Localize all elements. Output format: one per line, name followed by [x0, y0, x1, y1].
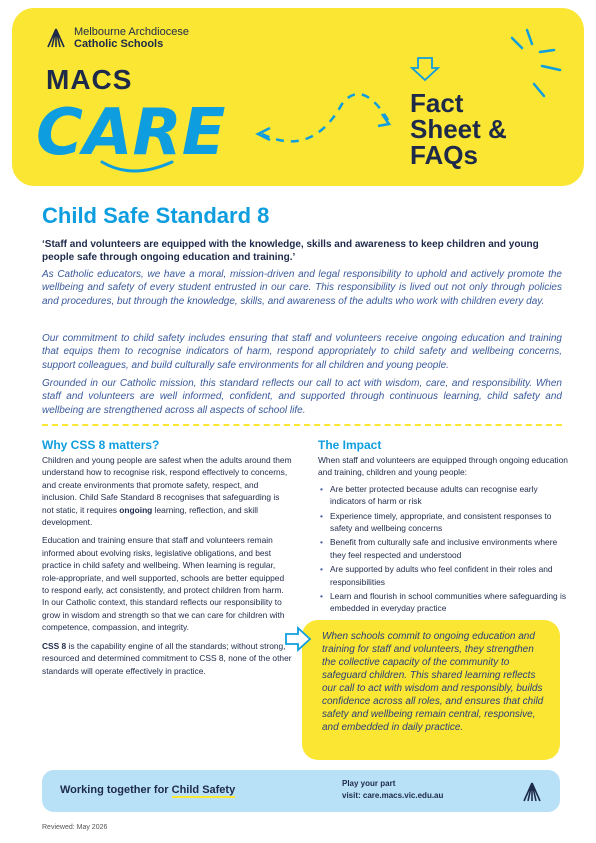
archdiocese-logo-icon [522, 782, 542, 802]
impact-list [318, 483, 568, 615]
care-text: CARE [36, 96, 226, 170]
why-paragraph-3: In our Catholic context, this standard reflects our responsibility to grow in wisdom and strength so that we can care for children with competence, compassion, and integrity. [42, 597, 285, 633]
page-title: Child Safe Standard 8 [42, 203, 270, 228]
footer-tagline-start: Working together for [60, 784, 172, 796]
play-your-part-label: Play your part [342, 779, 396, 788]
arrow-down-icon [412, 58, 438, 80]
why-paragraph-2: Education and training ensure that staff and volunteers remain informed about evolving risks, legislative obligations, and best practice in child safety and wellbeing. When learning is regular, role-appropriate, and well supported, schools are better equipped to respond early, act consistently, and protect children from harm. [42, 535, 285, 596]
why-p1-bold: ongoing [119, 504, 153, 515]
header-banner [12, 8, 584, 186]
why-section [42, 438, 292, 677]
intro-paragraph-3: Grounded in our Catholic mission, this standard reflects our call to act with wisdom, care, and responsibility. When staff and volunteers are well informed, confident, and supported through continuous learning, child safety and wellbeing are strengthened across all aspects of school life. [42, 378, 562, 416]
title-line-3: FAQs [410, 140, 478, 170]
list-item: • Are supported by adults who feel confident in their roles and responsibilities [318, 563, 568, 588]
impact-section [318, 438, 568, 617]
why-p4-bold: CSS 8 [42, 640, 67, 651]
why-p4-text: is the capability engine of all the standards; without strong, resourced and determined commitment to CSS 8, none of the other standards will operate effectively in practice. [42, 640, 292, 676]
sparkle-lines-icon [512, 30, 560, 96]
website-link[interactable]: visit: care.macs.vic.edu.au [342, 791, 444, 800]
arrow-right-icon [378, 114, 389, 126]
why-paragraph-1 [42, 454, 292, 528]
fact-sheet-title [410, 90, 507, 168]
org-name-line2: Catholic Schools [74, 38, 164, 50]
footer-tagline [60, 784, 235, 796]
org-name-line1: Melbourne Archdiocese [74, 26, 189, 38]
reviewed-date: Reviewed: May 2026 [42, 824, 108, 831]
title-line-1: Fact [410, 88, 464, 118]
intro-paragraph-2: Our commitment to child safety includes ensuring that staff and volunteers receive ongoing education and training that equips them to recognise indicators of harm, respond appropriately to child safety and wellbeing concerns, support colleagues, and build culturally safe environments for all children and young people. [42, 333, 562, 371]
section-divider [42, 424, 562, 426]
list-item: • Learn and flourish in school communities where safeguarding is embedded in everyday practice [318, 590, 568, 615]
footer-visit [342, 778, 443, 802]
dashed-curve [262, 94, 388, 141]
callout-box [302, 620, 560, 760]
callout-arrow-icon [284, 626, 312, 652]
intro-paragraph-1: As Catholic educators, we have a moral, mission-driven and legal responsibility to uphold and actively promote the wellbeing and safety of every student entrusted in our care. This responsibility is lived out not only through policies and procedures, but through the knowledge, skills, and awareness of the adults who work with children every day. [42, 269, 562, 307]
why-p1-text: Children and young people are safest when the adults around them understand how to recognise risk, respond effectively to concerns, and create environments that promote safety, respect, and inclusion. Child Safe Standard 8 recognises that safeguarding is not static, it requires [42, 455, 292, 515]
list-item: • Benefit from culturally safe and inclusive environments where they feel respected and understood [318, 536, 568, 561]
why-p1-text-end: learning, reflection, and skill development. [42, 504, 258, 528]
why-paragraph-4 [42, 640, 292, 677]
impact-heading: The Impact [318, 438, 382, 452]
callout-text: When schools commit to ongoing education and training for staff and volunteers, they strengthen the collective capacity of the community to safeguard children. This shared learning reflects our call to act with wisdom and responsibly, builds confidence across all roles, and ensures that child safety and wellbeing remain central, responsive, and embedded in daily practice. [322, 631, 544, 733]
footer-tagline-highlight: Child Safety [171, 784, 236, 796]
why-heading: Why CSS 8 matters? [42, 438, 160, 452]
footer-banner [42, 770, 560, 812]
list-item: • Are better protected because adults can recognise early indicators of harm or risk [318, 483, 568, 508]
list-item: • Experience timely, appropriate, and consistent responses to safety and wellbeing concerns [318, 510, 568, 535]
impact-intro: When staff and volunteers are equipped through ongoing education and training, children and young people: [318, 455, 568, 478]
standard-quote: ‘Staff and volunteers are equipped with the knowledge, skills and awareness to keep children and young people safe through ongoing education and training.’ [42, 239, 539, 263]
title-line-2: Sheet & [410, 114, 507, 144]
macs-wordmark: MACS [46, 64, 133, 95]
